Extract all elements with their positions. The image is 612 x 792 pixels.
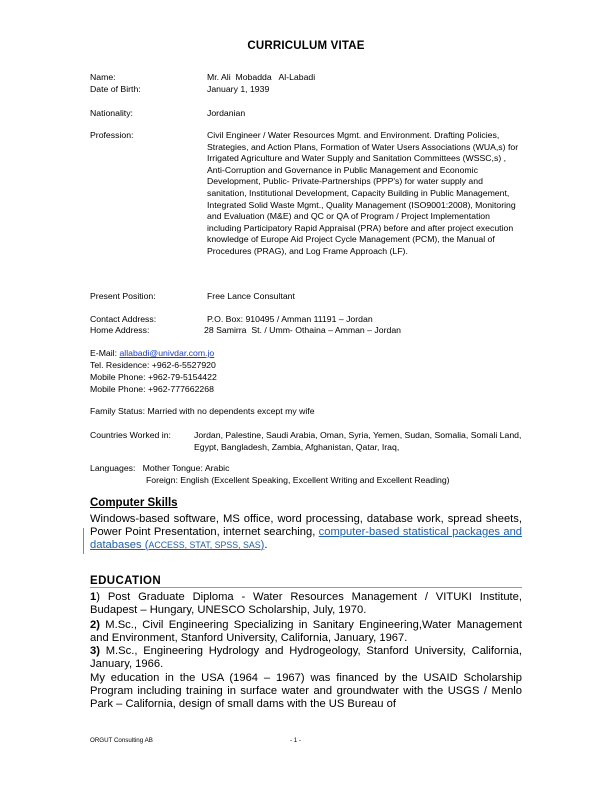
nationality-label: Nationality: (90, 108, 133, 118)
computer-skills-body: Windows-based software, MS office, word processing, database work, spread sheets, Power Point Presentation, internet searching, (90, 513, 522, 538)
countries-value: Jordan, Palestine, Saudi Arabia, Oman, Syria, Yemen, Sudan, Somalia, Somali Land, Egypt, Bangladesh, Zambia, Afghanistan, Qatar, Iraq, (194, 430, 522, 452)
email-link[interactable]: allabadi@univdar.com.jo (119, 348, 215, 358)
usaid-paragraph: My education in the USA (1964 – 1967) was financed by the USAID Scholarship Program including training in surface water and groundwater with the USGS / Menlo Park – California, design of small dams with the US Bureau of (90, 672, 522, 710)
languages-line-1 (90, 463, 229, 475)
page-title: CURRICULUM VITAE (247, 40, 365, 52)
mother-tongue: Mother Tongue: Arabic (142, 463, 230, 473)
link-main: computer-based statistical packages and databases ( (90, 526, 523, 551)
page-number: - 1 - (290, 737, 302, 744)
contact-address-value: P.O. Box: 910495 / Amman 11191 – Jordan (207, 314, 373, 324)
education-item-1-text: ) Post Graduate Diploma - Water Resources Management / VITUKI Institute, Budapest – Hungary, UNESCO Scholarship, July, 1970. (90, 591, 522, 616)
languages-label: Languages: (90, 463, 136, 473)
dob-value: January 1, 1939 (207, 84, 270, 94)
tel-residence: Tel. Residence: +962-6-5527920 (90, 360, 216, 370)
mobile-phone-1: Mobile Phone: +962-79-5154422 (90, 372, 217, 382)
contact-address-label: Contact Address: (90, 314, 157, 324)
education-item-3-number: 3) (90, 645, 100, 657)
foreign-language: Foreign: English (Excellent Speaking, Excellent Writing and Excellent Reading) (146, 475, 450, 485)
link-close: ) (260, 539, 265, 551)
education-heading: EDUCATION (90, 575, 522, 588)
email-line (90, 348, 214, 360)
mobile-phone-2: Mobile Phone: +962-777662268 (90, 384, 214, 394)
name-value: Mr. Ali Mobadda Al-Labadi (207, 72, 316, 82)
computer-skills-end: . (264, 539, 268, 551)
profession-value: Civil Engineer / Water Resources Mgmt. and Environment. Drafting Policies, Strategies, and Action Plans, Formation of Water Users Associations (WUA,s) for Irrigated Agriculture and Water Supply and Sanitation Committees (WSSC,s) , Anti-Corruption and Governance in Public Management and Economic Development, Public- Private-Partnerships (PPP's) for water supply and sanitation, Institutional Development, Capacity Building in Public Management, Integrated Solid Waste Mgmt., Quality Management (ISO9001:2008), Monitoring and Evaluation (M&E) and QC or QA of Program / Project Implementation including Participatory Rapid Appraisal (PRA) before and after project execution knowledge of Europe Aid Project Cycle Management (PCM), the Manual of Procedures (PRAG), and Log Frame Approach (LF). (207, 130, 519, 256)
education-item-1 (90, 591, 522, 617)
family-status: Family Status: Married with no dependents except my wife (90, 406, 315, 416)
position-value: Free Lance Consultant (207, 291, 295, 301)
education-item-1-number: 1 (90, 591, 97, 603)
nationality-value: Jordanian (207, 108, 246, 118)
footer-company: ORGUT Consulting AB (90, 737, 153, 744)
education-item-2 (90, 619, 522, 645)
link-small: ACCESS, STAT, SPSS, SAS (148, 540, 261, 550)
profession-label: Profession: (90, 130, 134, 140)
countries-label: Countries Worked in: (90, 430, 171, 440)
home-address-label: Home Address: (90, 325, 150, 335)
name-label: Name: (90, 72, 116, 82)
revision-bar (83, 528, 84, 554)
dob-label: Date of Birth: (90, 84, 141, 94)
education-item-3 (90, 645, 522, 671)
education-item-2-text: M.Sc., Civil Engineering Specializing in Sanitary Engineering,Water Management and Environment, Stanford University, California, January, 1967. (90, 619, 522, 644)
computer-skills-heading: Computer Skills (90, 497, 178, 509)
computer-skills-text (90, 513, 522, 552)
email-label: E-Mail: (90, 348, 118, 358)
education-item-2-number: 2) (90, 619, 100, 631)
education-item-3-text: M.Sc., Engineering Hydrology and Hydrogeology, Stanford University, California, January, 1966. (90, 645, 522, 670)
home-address-value: 28 Samirra St. / Umm- Othaina – Amman – Jordan (204, 325, 401, 335)
position-label: Present Position: (90, 291, 156, 301)
